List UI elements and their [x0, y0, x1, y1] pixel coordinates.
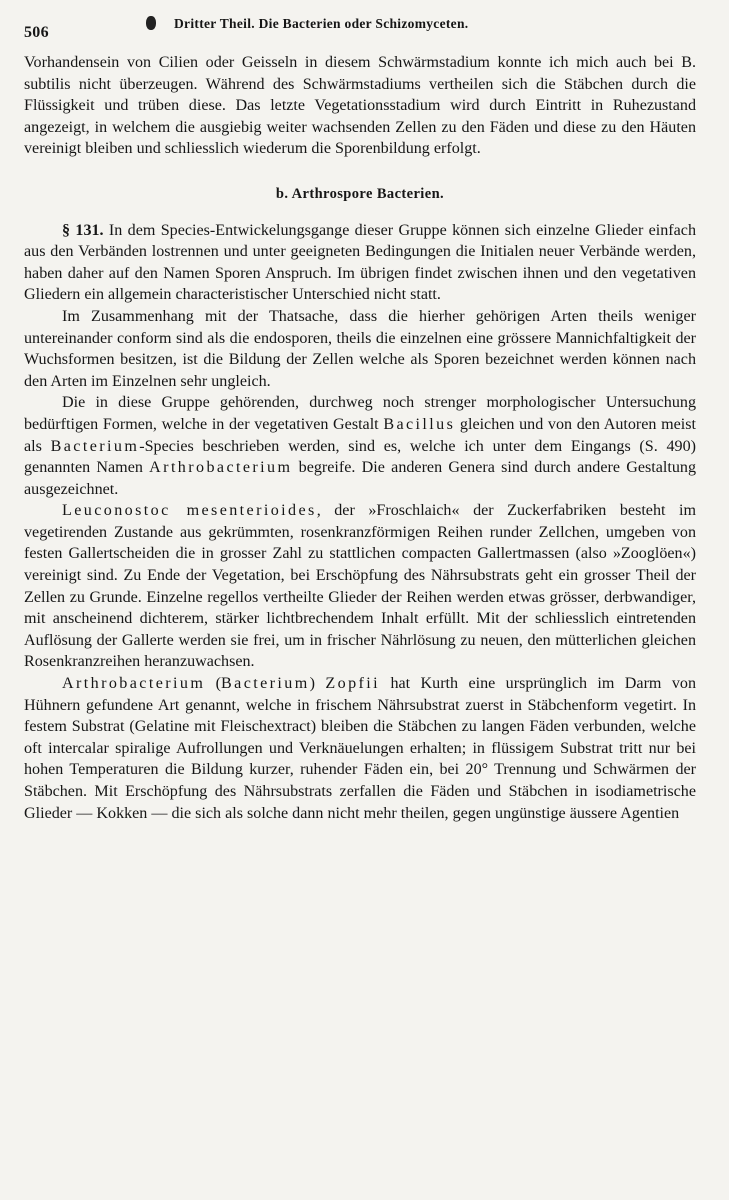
genus-name: Bacillus [383, 415, 456, 433]
paragraph-arten: Im Zusammenhang mit der Thatsache, dass die hierher gehörigen Arten theils weniger untereinander conform sind als die endosporen, theils die einzelnen eine grössere Mannichfaltigkeit der Wuchsformen besitzen, ist die Bildung der Zellen welche als Sporen bezeichnet werden können nach den Arten im Einzelnen sehr ungleich. [24, 307, 696, 390]
genus-name: Bacterium [221, 675, 310, 693]
text-run: -Species beschrieben werden, sind es, welche ich unter dem Eingangs (S. 490) genannten Namen [24, 437, 696, 477]
paragraph-leuconostoc [24, 500, 696, 673]
species-name: Leuconostoc mesenterioides [62, 502, 317, 520]
text-run: Die in diese Gruppe gehörenden, durchweg noch strenger morphologischer Untersuchung bedürftigen Formen, welche in der vegetativen Gestalt [24, 394, 696, 433]
page-body [24, 52, 696, 824]
paragraph-gruppe [24, 392, 696, 500]
genus-name: Arthrobacterium [62, 675, 206, 693]
page-number: 506 [24, 24, 49, 41]
text-run: ) [309, 675, 326, 693]
paragraph-arthrobacterium [24, 673, 696, 824]
section-number: § 131. [62, 221, 104, 239]
running-title: Dritter Theil. Die Bacterien oder Schizomyceten. [174, 16, 469, 31]
species-name: Zopfii [325, 675, 381, 693]
paragraph-continued: Vorhandensein von Cilien oder Geisseln in diesem Schwärmstadium konnte ich mich auch bei B. subtilis nicht überzeugen. Während des Schwärmstadiums vertheilen sich die Stäbchen durch die Flüssigkeit und trüben diese. Das letzte Vegetationsstadium wird durch Eintritt in Ruhezustand angezeigt, in welchem die ausgiebig weiter wachsenden Zellen zu den Fäden und diese zu den Häuten vereinigt bleiben und schliesslich wiederum die Sporenbildung erfolgt. [24, 54, 696, 158]
paragraph-131 [24, 220, 696, 306]
section-heading: b. Arthrospore Bacterien. [275, 185, 445, 202]
text-run: ( [205, 675, 222, 693]
text-run: hat Kurth eine ursprünglich im Darm von Hühnern gefundene Art genannt, welche in frischem Nährsubstrat zuerst in Stäbchenform vegetirt. In festem Substrat (Gelatine mit Fleischextract) bleiben die Stäbchen zu langen Fäden verbunden, welche oft intercalar spiralige Aufrollungen und Verknäuelungen erhalten; in flüssigem Substrat tritt nur bei hohen Temperaturen die Bildung kurzer, ruhender Fäden ein, bei 20° Trennung und Schwärmen der Stäbchen. Mit Erschöpfung des Nährsubstrats zerfallen die Fäden und Stäbchen in isodiametrische Glieder — Kokken — die sich als solche dann nicht mehr theilen, gegen ungünstige äussere Agentien [24, 675, 696, 822]
text-run: begreife. Die anderen Genera sind durch andere Gestaltung ausgezeichnet. [24, 459, 696, 498]
text-run: gleichen und von den Autoren meist als [24, 415, 696, 455]
paragraph-text: In dem Species-Entwickelungsgange dieser Gruppe können sich einzelne Glieder einfach aus den Verbänden lostrennen und unter geeigneten Bedingungen die Initialen neuer Verbände werden, haben daher auf den Namen Sporen Anspruch. Im übrigen findet zwischen ihnen und den vegetativen Gliedern ein allgemein characteristischer Unterschied nicht statt. [24, 221, 697, 304]
text-run: , der »Froschlaich« der Zuckerfabriken besteht im vegetirenden Zustande aus gekrümmten, rosenkranzförmigen Reihen runder Zellchen, umgeben von festen Gallertscheiden die in grosser Zahl zu stattlichen compacten Gallertmassen (also »Zooglöen«) vereinigt sind. Zu Ende der Vegetation, bei Erschöpfung des Nährsubstrats geht ein grosser Theil der Zellen zu Grunde. Einzelne regellos vertheilte Glieder der Reihen werden etwas grösser, derbwandiger, mit anscheinend dichterem, stärker lichtbrechendem Inhalt erfüllt. Mit der schliesslich eintretenden Auflösung der Gallerte werden sie frei, um in frischer Nährlösung zu neuen, den mütterlichen gleichen Rosenkranzreihen heranzuwachsen. [24, 502, 696, 671]
genus-name: Bacterium [50, 437, 140, 455]
ink-stain [146, 16, 156, 30]
genus-name: Arthrobacterium [149, 459, 293, 477]
